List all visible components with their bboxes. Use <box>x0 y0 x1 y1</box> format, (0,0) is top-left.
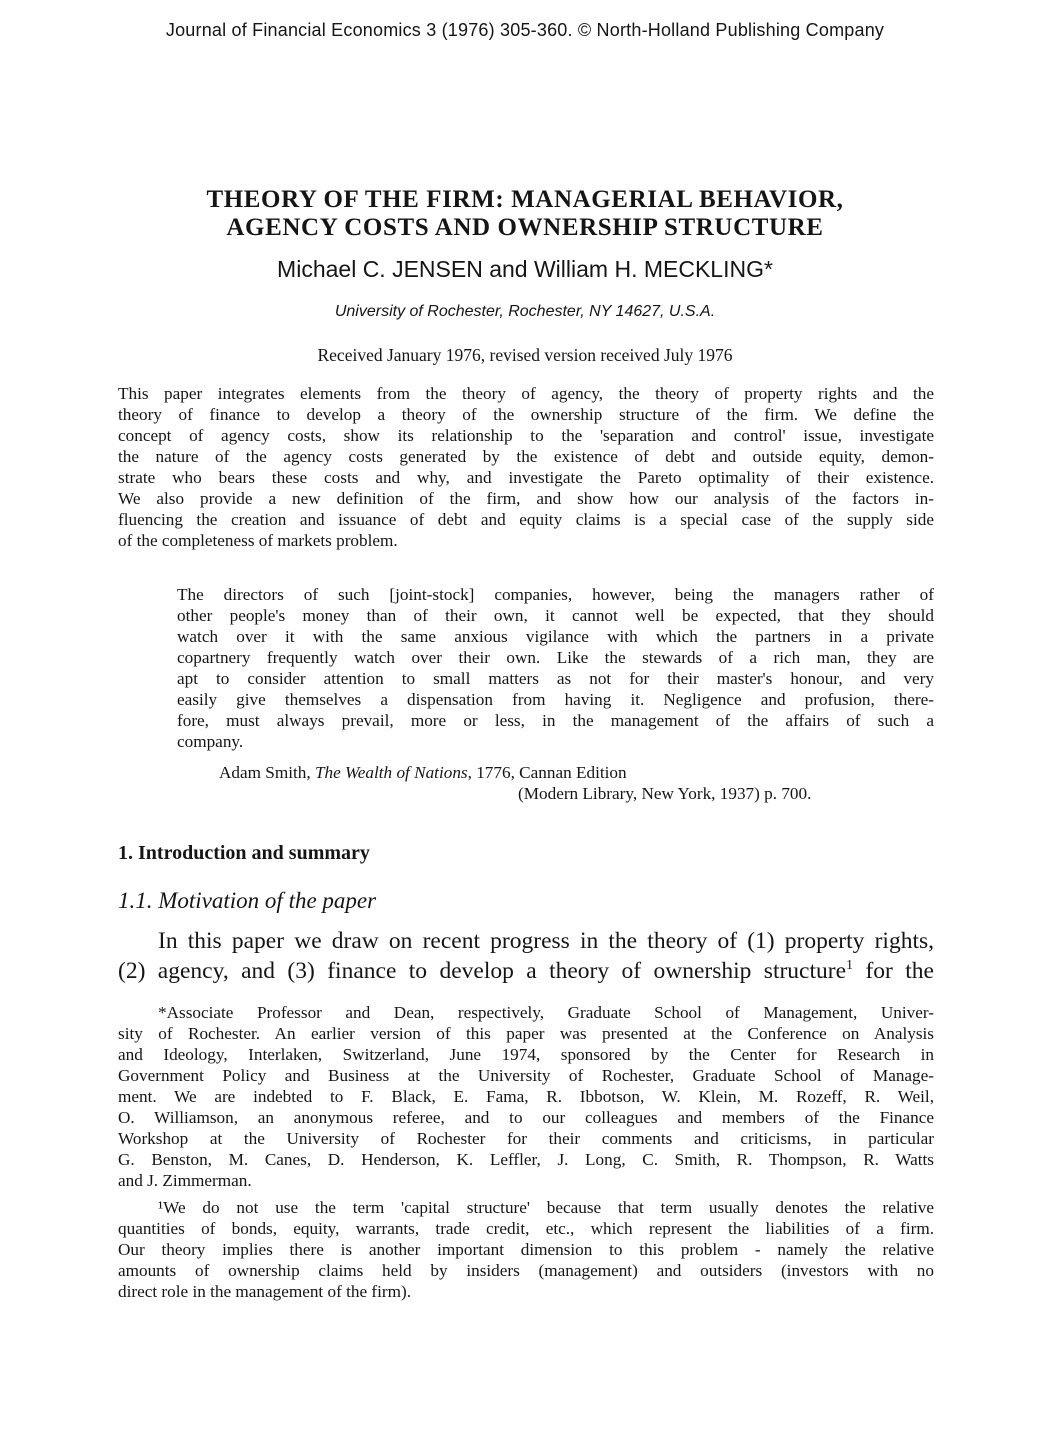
footnote-line: Our theory implies there is another important dimension to this problem - namely the relative <box>118 1240 934 1259</box>
title-line-2: AGENCY COSTS AND OWNERSHIP STRUCTURE <box>226 214 824 241</box>
abstract-line: the nature of the agency costs generated by the existence of debt and outside equity, demon- <box>118 447 934 466</box>
abstract-line: We also provide a new definition of the firm, and show how our analysis of the factors in- <box>118 489 934 508</box>
body-line-2 <box>118 956 934 986</box>
footnote-line: O. Williamson, an anonymous referee, and to our colleagues and members of the Finance <box>118 1108 934 1127</box>
footnote-line: Government Policy and Business at the University of Rochester, Graduate School of Manage- <box>118 1066 934 1085</box>
subsection-heading: 1.1. Motivation of the paper <box>118 888 377 913</box>
quote-line: apt to consider attention to small matters as not for their master's honour, and very <box>177 669 934 688</box>
footnote-line: direct role in the management of the firm). <box>118 1282 412 1301</box>
footnote-line: amounts of ownership claims held by insiders (management) and outsiders (investors with no <box>118 1261 934 1280</box>
quote-line: easily give themselves a dispensation from having it. Negligence and profusion, there- <box>177 690 934 709</box>
quote-publisher: (Modern Library, New York, 1937) p. 700. <box>518 784 812 803</box>
abstract-line: strate who bears these costs and why, and investigate the Pareto optimality of their existence. <box>118 468 934 487</box>
footnote-line: *Associate Professor and Dean, respectively, Graduate School of Management, Univer- <box>158 1003 934 1022</box>
quote-line: other people's money than of their own, it cannot well be expected, that they should <box>177 606 934 625</box>
received-date: Received January 1976, revised version received July 1976 <box>317 345 733 365</box>
abstract-line: theory of finance to develop a theory of the ownership structure of the firm. We define the <box>118 405 934 424</box>
affiliation: University of Rochester, Rochester, NY 14627, U.S.A. <box>334 303 716 320</box>
footnote-ref: 1 <box>846 957 854 974</box>
footnote-line: and Ideology, Interlaken, Switzerland, June 1974, sponsored by the Center for Research in <box>118 1045 934 1064</box>
epigraph-quote <box>177 584 934 752</box>
abstract <box>118 383 934 551</box>
footnote-1 <box>118 1197 934 1302</box>
body-text <box>118 926 934 986</box>
quote-line: fore, must always prevail, more or less, in the management of the affairs of such a <box>177 711 934 730</box>
abstract-line: fluencing the creation and issuance of debt and equity claims is a special case of the supply side <box>118 510 934 529</box>
quote-work: The Wealth of Nations <box>314 763 468 782</box>
footnote-line: ment. We are indebted to F. Black, E. Fama, R. Ibbotson, W. Klein, M. Rozeff, R. Weil, <box>118 1087 934 1106</box>
body-line-2-text: (2) agency, and (3) finance to develop a theory of ownership structure <box>118 958 847 984</box>
abstract-line: This paper integrates elements from the theory of agency, the theory of property rights and the <box>118 384 934 403</box>
footnote-line: ¹We do not use the term 'capital structure' because that term usually denotes the relative <box>158 1198 934 1217</box>
body-line-2-end: for the <box>853 958 934 984</box>
quote-line: company. <box>177 732 244 751</box>
footnote-line: G. Benston, M. Canes, D. Henderson, K. Leffler, J. Long, C. Smith, R. Thompson, R. Watts <box>118 1150 934 1169</box>
quote-author: Adam Smith, <box>219 763 315 782</box>
journal-header: Journal of Financial Economics 3 (1976) 305-360. © North-Holland Publishing Company <box>165 20 885 40</box>
quote-line: watch over it with the same anxious vigilance with which the partners in a private <box>177 627 934 646</box>
title-line-1: THEORY OF THE FIRM: MANAGERIAL BEHAVIOR, <box>206 186 844 213</box>
paper-title <box>0 186 1050 242</box>
quote-line: The directors of such [joint-stock] companies, however, being the managers rather of <box>177 585 934 604</box>
authors: Michael C. JENSEN and William H. MECKLING* <box>277 256 773 282</box>
footnote-line: and J. Zimmerman. <box>118 1171 252 1190</box>
abstract-line: concept of agency costs, show its relationship to the 'separation and control' issue, investigate <box>118 426 934 445</box>
quote-line: copartnery frequently watch over their own. Like the stewards of a rich man, they are <box>177 648 934 667</box>
quote-attribution <box>219 763 627 783</box>
footnote-line: sity of Rochester. An earlier version of this paper was presented at the Conference on Analysis <box>118 1024 934 1043</box>
footnote-author <box>118 1002 934 1191</box>
section-heading: 1. Introduction and summary <box>118 842 370 864</box>
footnote-line: Workshop at the University of Rochester for their comments and criticisms, in particular <box>118 1129 934 1148</box>
body-line-1: In this paper we draw on recent progress in the theory of (1) property rights, <box>158 928 934 954</box>
abstract-line: of the completeness of markets problem. <box>118 531 398 550</box>
quote-edition: , 1776, Cannan Edition <box>467 763 627 782</box>
footnote-line: quantities of bonds, equity, warrants, trade credit, etc., which represent the liabilities of a firm. <box>118 1219 934 1238</box>
